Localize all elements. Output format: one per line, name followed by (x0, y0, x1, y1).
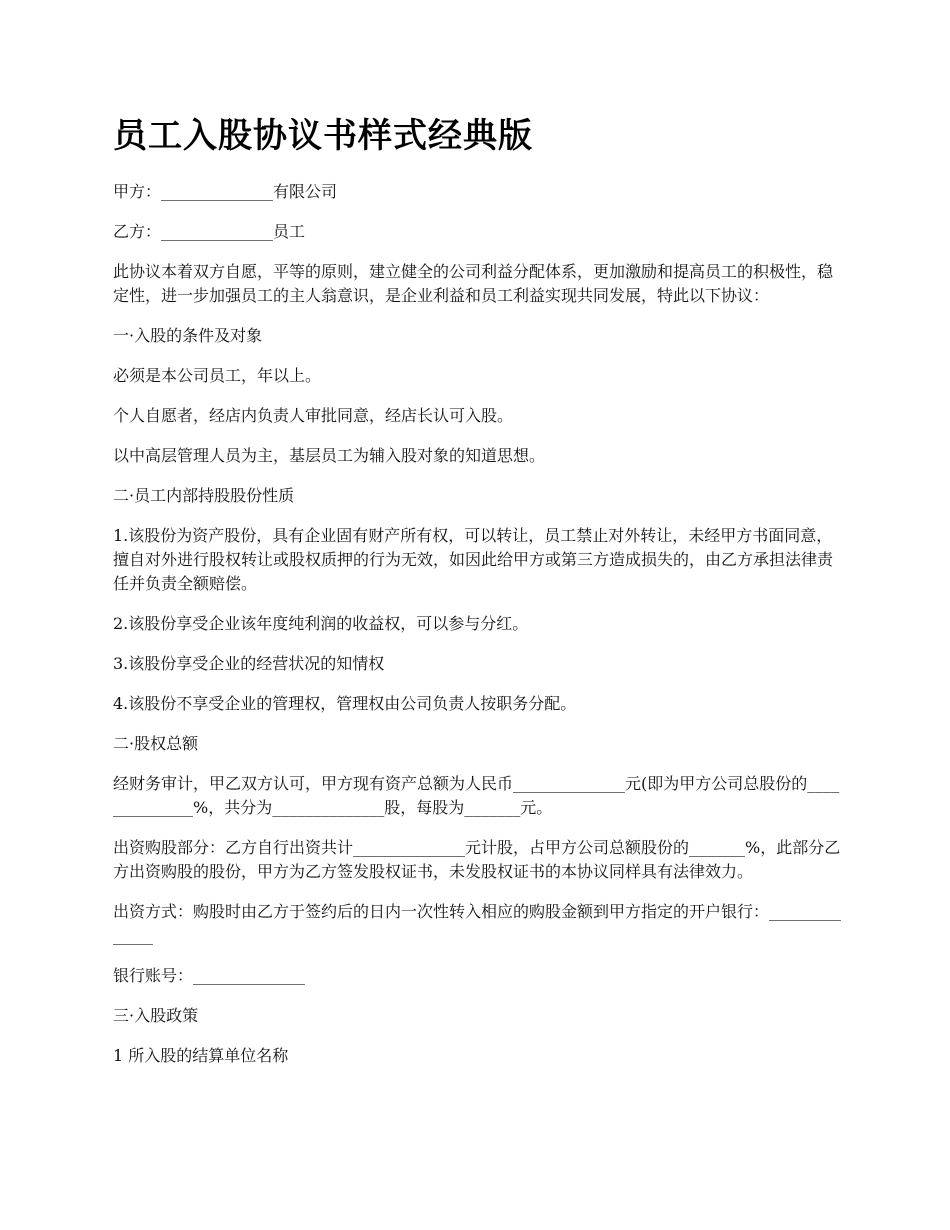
section-heading-1: 一·入股的条件及对象 (113, 326, 263, 345)
condition-item-1: 必须是本公司员工，年以上。 (113, 366, 322, 385)
document-title: 员工入股协议书样式经典版 (113, 116, 533, 156)
condition-item-3: 以中高层管理人员为主，基层员工为辅入股对象的知道思想。 (113, 446, 546, 465)
section-heading-2: 二·员工内部持股股份性质 (113, 486, 295, 505)
nature-item-3: 3.该股份享受企业的经营状况的知情权 (113, 654, 385, 673)
capital-purchase-paragraph: 出资购股部分：乙方自行出资共计______________元计股，占甲方公司总额股份的_______%，此部分乙方出资购股的股份，甲方为乙方签发股权证书，未发股权证书的本协议同样具有法律效力。 (113, 838, 841, 881)
nature-item-4: 4.该股份不享受企业的管理权，管理权由公司负责人按职务分配。 (113, 694, 577, 713)
preamble-paragraph: 此协议本着双方自愿，平等的原则，建立健全的公司利益分配体系，更加激励和提高员工的积极性，稳定性，进一步加强员工的主人翁意识，是企业利益和员工利益实现共同发展，特此以下协议： (113, 262, 834, 305)
nature-item-2: 2.该股份享受企业该年度纯利润的收益权，可以参与分红。 (113, 614, 529, 633)
policy-item-1: 1 所入股的结算单位名称 (113, 1046, 289, 1065)
condition-item-2: 个人自愿者，经店内负责人审批同意，经店长认可入股。 (113, 406, 514, 425)
section-heading-3: 二·股权总额 (113, 734, 199, 753)
equity-total-paragraph: 经财务审计，甲乙双方认可，甲方现有资产总额为人民币______________元(即为甲方公司总股份的______________%，共分为______________股，每股为_______元。 (113, 774, 840, 817)
party-a-line: 甲方：______________有限公司 (113, 182, 338, 201)
section-heading-4: 三·入股政策 (113, 1006, 199, 1025)
bank-account-line: 银行账号：______________ (113, 966, 306, 985)
document-body (113, 112, 843, 1084)
party-b-line: 乙方：______________员工 (113, 222, 306, 241)
payment-method-paragraph: 出资方式：购股时由乙方于签约后的日内一次性转入相应的购股金额到甲方指定的开户银行：______________ (113, 902, 842, 945)
nature-item-1: 1.该股份为资产股份，具有企业固有财产所有权，可以转让，员工禁止对外转让，未经甲方书面同意，擅自对外进行股权转让或股权质押的行为无效，如因此给甲方或第三方造成损失的，由乙方承担法律责任并负责全额赔偿。 (113, 526, 834, 593)
